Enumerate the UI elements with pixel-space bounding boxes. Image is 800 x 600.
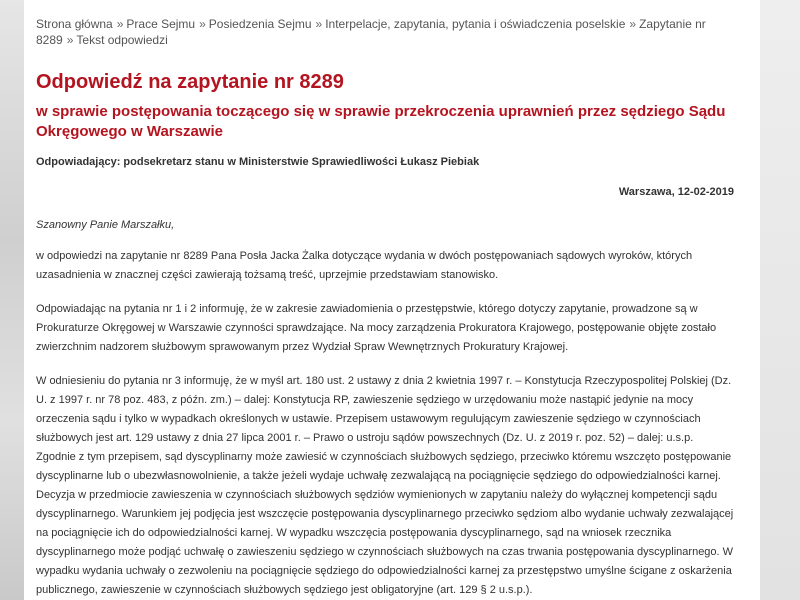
- breadcrumb-interpelacje-link[interactable]: Interpelacje, zapytania, pytania i oświadczenia poselskie: [325, 17, 626, 31]
- page-background-right: [760, 0, 800, 600]
- breadcrumb-zapytanie-link[interactable]: Zapytanie nr 8289: [36, 17, 706, 47]
- answer-paragraph-3: W odniesieniu do pytania nr 3 informuję, że w myśl art. 180 ust. 2 ustawy z dnia 2 kwietnia 1997 r. – Konstytucja Rzeczypospolitej Polskiej (Dz. U. z 1997 r. nr 78 poz. 483, z późn. zm.) – dalej: Konstytucja RP, zawieszenie sędziego w urzędowaniu może nastąpić jedynie na mocy orzeczenia sądu i tylko w wypadkach określonych w ustawie. Przepisem ustawowym regulującym zawieszenie sędziego w czynnościach służbowych jest art. 129 ustawy z dnia 27 lipca 2001 r. – Prawo o ustroju sądów powszechnych (Dz. U. z 2019 r. poz. 52) – dalej: u.s.p. Zgodnie z tym przepisem, sąd dyscyplinarny może zawiesić w czynnościach służbowych sędziego, przeciwko któremu wszczęto postępowanie dyscyplinarne lub o ubezwłasnowolnienie, a także jeżeli wydaje uchwałę zezwalającą na pociągnięcie sędziego do odpowiedzialności karnej. Decyzja w przedmiocie zawieszenia w czynnościach służbowych sędziów wymienionych w zapytaniu należy do wyłącznej kompetencji sądu dyscyplinarnego. Warunkiem jej podjęcia jest wszczęcie postępowania dyscyplinarnego przeciwko sędziom albo wydanie uchwały zezwalającej na pociągnięcie ich do odpowiedzialności karnej. W wypadku wszczęcia postępowania dyscyplinarnego, sąd na wniosek rzecznika dyscyplinarnego może podjąć uchwałę o zawieszeniu sędziego w czynnościach służbowych na czas trwania postępowania dyscyplinarnego. W wypadku wydania uchwały o zezwoleniu na pociągnięcie sędziego do odpowiedzialności karnej za przestępstwo umyślne ścigane z oskarżenia publicznego, zawieszenie w czynnościach służbowych sędziego jest obligatoryjne (art. 129 § 2 u.s.p.).: [36, 375, 734, 596]
- page-subtitle: w sprawie postępowania toczącego się w sprawie przekroczenia uprawnień przez sędziego Sądu Okręgowego w Warszawie: [36, 103, 726, 140]
- page-title: Odpowiedź na zapytanie nr 8289: [36, 71, 344, 93]
- breadcrumb-posiedzenia-link[interactable]: Posiedzenia Sejmu: [208, 17, 312, 31]
- responder-line: Odpowiadający: podsekretarz stanu w Ministerstwie Sprawiedliwości Łukasz Piebiak: [36, 156, 480, 168]
- breadcrumb-prace-sejmu-link[interactable]: Prace Sejmu: [126, 17, 196, 31]
- breadcrumb-current: Tekst odpowiedzi: [76, 33, 168, 47]
- breadcrumb-home-link[interactable]: Strona główna: [36, 17, 113, 31]
- breadcrumb-separator: »: [199, 17, 206, 31]
- breadcrumb-separator: »: [629, 17, 637, 31]
- main-content: [24, 0, 760, 600]
- breadcrumb-separator: »: [116, 17, 124, 31]
- answer-paragraph-1: w odpowiedzi na zapytanie nr 8289 Pana Posła Jacka Żalka dotyczące wydania w dwóch postępowaniach sądowych wyroków, których uzasadnienia w znacznej części zawierają tożsamą treść, uprzejmie przedstawiam stanowisko.: [36, 250, 693, 281]
- dateline: Warszawa, 12-02-2019: [618, 186, 734, 198]
- breadcrumb: [36, 16, 734, 48]
- breadcrumb-separator: »: [66, 33, 74, 47]
- salutation: Szanowny Panie Marszałku,: [36, 219, 175, 231]
- breadcrumb-separator: »: [315, 17, 323, 31]
- answer-paragraph-2: Odpowiadając na pytania nr 1 i 2 informuję, że w zakresie zawiadomienia o przestępstwie, którego dotyczy zapytanie, prowadzone są w Prokuraturze Okręgowej w Warszawie czynności sprawdzające. Na mocy zarządzenia Prokuratora Krajowego, postępowanie objęte zostało zwierzchnim nadzorem służbowym sprawowanym przez Wydział Spraw Wewnętrznych Prokuratury Krajowej.: [36, 303, 717, 353]
- page-background-left: [0, 0, 24, 600]
